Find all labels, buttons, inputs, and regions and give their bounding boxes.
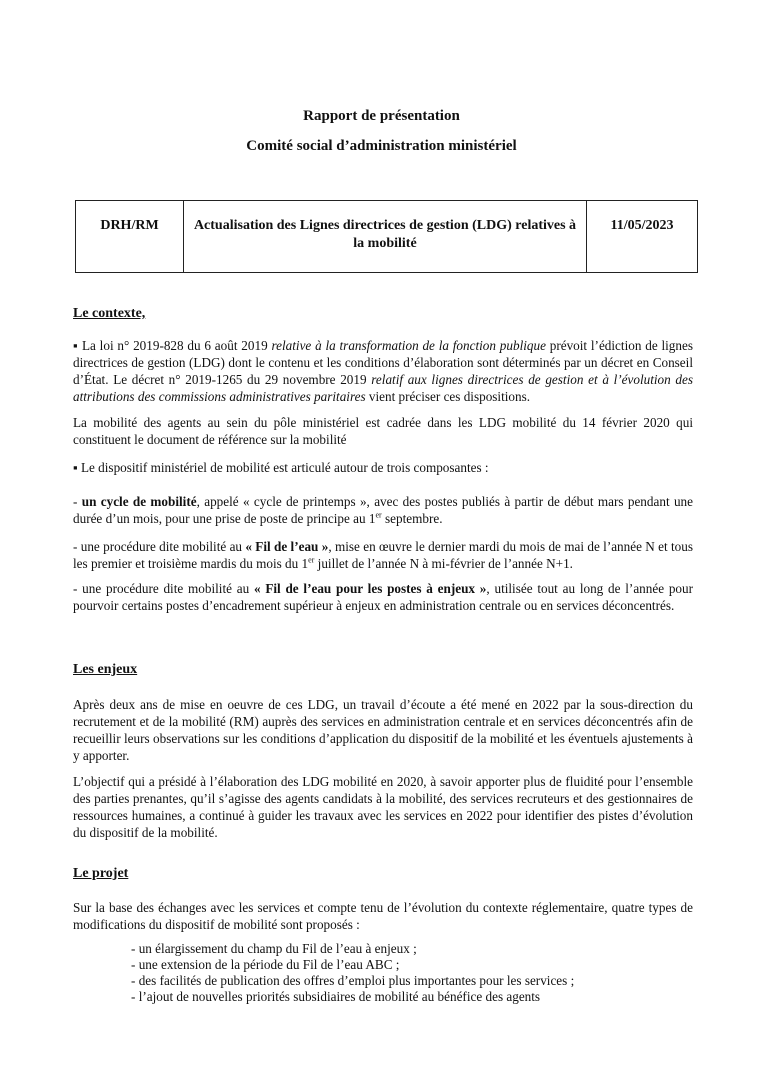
modifications-list [131,941,574,1005]
text-run: juillet de l’année N à mi-février de l’année N+1. [314,556,573,571]
text-run: , mise en œuvre le dernier mardi du mois de mai de l’année N et tous les premier et troisième mardis du mois du 1 [73,539,693,571]
projet-paragraph-1: Sur la base des échanges avec les services et compte tenu de l’évolution du contexte réglementaire, quatre types de modifications du dispositif de mobilité sont proposés : [73,900,693,932]
emphasis: un cycle de mobilité [81,494,197,509]
text-run: - [73,494,82,509]
contexte-paragraph-6 [73,580,693,614]
text-run: , utilisée tout au long de l’année pour pourvoir certains postes d’encadrement supérieur à enjeux en administration centrale ou en services déconcentrés. [73,581,694,613]
reference-table [75,200,698,273]
list-item: - un élargissement du champ du Fil de l’eau à enjeux ; [131,941,417,956]
emphasis: « Fil de l’eau pour les postes à enjeux » [253,581,487,596]
enjeux-paragraph-1: Après deux ans de mise en oeuvre de ces LDG, un travail d’écoute a été mené en 2022 par la sous-direction du recrutement et de la mobilité (RM) auprès des services en administration centrale et en services déconcentrés afin de recueillir leurs observations sur les conditions d’application du dispositif de la mobilité et les éventuels ajustements à y apporter. [73,697,693,763]
list-item: - l’ajout de nouvelles priorités subsidiaires de mobilité au bénéfice des agents [131,989,541,1004]
emphasis: « Fil de l’eau » [245,539,329,554]
contexte-paragraph-3: ▪ Le dispositif ministériel de mobilité est articulé autour de trois composantes : [73,460,489,475]
superscript: er [308,555,315,565]
reference-date: 11/05/2023 [587,201,698,273]
section-heading-projet: Le projet [73,866,129,881]
superscript: er [375,510,382,520]
contexte-paragraph-2: La mobilité des agents au sein du pôle ministériel est cadrée dans les LDG mobilité du 14 février 2020 qui constituent le document de référence sur la mobilité [73,415,693,447]
enjeux-paragraph-2: L’objectif qui a présidé à l’élaboration des LDG mobilité en 2020, à savoir apporter plus de fluidité pour l’ensemble des parties prenantes, qu’il s’agisse des agents candidats à la mobilité, des services recruteurs et des gestionnaires de ressources humaines, a continué à guider les travaux avec les services en 2022 pour identifier des pistes d’évolution du dispositif de la mobilité. [73,774,693,840]
text-run: vient préciser ces dispositions. [365,389,531,404]
text-run: prévoit l’édiction de lignes directrices de gestion (LDG) dont le contenu et les conditions d’élaboration sont déterminés par un décret en Conseil d’État. Le décret n° 2019-1265 du 29 novembre 2019 [73,338,693,387]
reference-row [76,201,698,273]
list-item: - des facilités de publication des offres d’emploi plus importantes pour les services ; [131,973,575,988]
section-heading-enjeux: Les enjeux [73,662,138,677]
text-run: - une procédure dite mobilité au [73,581,254,596]
contexte-paragraph-5 [73,538,693,572]
law-title: relative à la transformation de la fonction publique [271,338,546,353]
text-run: ▪ La loi n° 2019-828 du 6 août 2019 [73,338,272,353]
text-run: , appelé « cycle de printemps », avec des postes publiés à partir de début mars pendant une durée d’un mois, pour une prise de poste de principe au 1 [73,494,693,526]
list-item: - une extension de la période du Fil de l’eau ABC ; [131,957,400,972]
reference-object: Actualisation des Lignes directrices de gestion (LDG) relatives à la mobilité [184,201,587,273]
decree-title: relatif aux lignes directrices de gestion et à l’évolution des attributions des commissions administratives paritaires [73,372,693,404]
document-title: Rapport de présentation [303,108,460,124]
section-heading-contexte: Le contexte, [73,306,146,321]
contexte-paragraph-4 [73,493,693,527]
reference-service: DRH/RM [76,201,184,273]
contexte-paragraph-1 [73,337,693,405]
text-run: septembre. [381,511,443,526]
text-run: - une procédure dite mobilité au [73,539,246,554]
document-subtitle: Comité social d’administration ministériel [246,138,517,154]
